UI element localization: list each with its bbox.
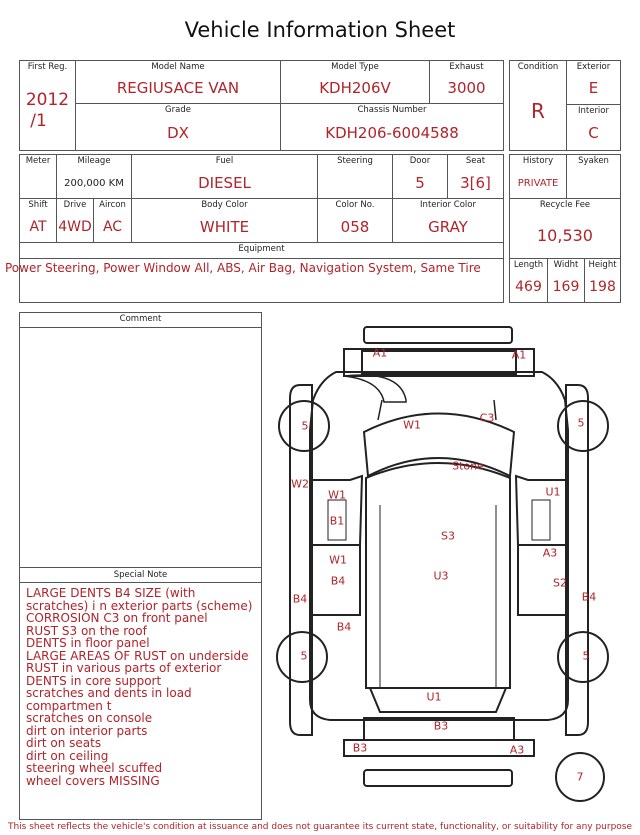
mileage-value: 200,000 KM — [64, 178, 124, 189]
first-reg-label: First Reg. — [27, 62, 68, 72]
special-note-item: LARGE DENTS B4 SIZE (with scratches) i n exterior parts (scheme) — [26, 586, 253, 613]
special-note-item: CORROSION C3 on front panel — [26, 611, 208, 625]
equipment-label: Equipment — [238, 244, 285, 254]
damage-label-b4-side-right: B4 — [581, 590, 597, 604]
grade-value: DX — [167, 124, 189, 142]
rear-bumper — [344, 740, 534, 756]
body-color-value: WHITE — [199, 218, 250, 236]
seat-label: Seat — [465, 156, 486, 166]
damage-label-u1-bottom: U1 — [426, 690, 442, 704]
damage-label-b4-lower: B4 — [336, 620, 352, 634]
aircon-label: Aircon — [99, 200, 126, 210]
comment-label: Comment — [119, 314, 162, 324]
color-no-label: Color No. — [335, 200, 375, 210]
special-note-label: Special Note — [113, 570, 168, 580]
model-name-value: REGIUSACE VAN — [116, 79, 240, 97]
fuel-label: Fuel — [215, 156, 234, 166]
exhaust-label: Exhaust — [449, 62, 484, 72]
steering-label: Steering — [337, 156, 373, 166]
length-label: Length — [513, 260, 544, 270]
door-label: Door — [409, 156, 431, 166]
chassis-label: Chassis Number — [357, 105, 427, 115]
exterior-value: E — [588, 79, 599, 97]
model-name-label: Model Name — [151, 62, 205, 72]
sheet-title: Vehicle Information Sheet — [184, 18, 456, 42]
model-type-value: KDH206V — [319, 79, 391, 97]
mileage-label: Mileage — [77, 156, 111, 166]
headlight-left — [344, 375, 406, 402]
special-note-item: DENTS in core support — [26, 673, 162, 688]
model-type-label: Model Type — [331, 62, 379, 72]
exterior-label: Exterior — [576, 62, 611, 72]
damage-label-a3-right: A3 — [542, 546, 558, 560]
damage-label-b4-side-left: B4 — [292, 592, 308, 606]
damage-label-b3-left: B3 — [352, 741, 368, 755]
damage-label-tire-rl: 5 — [300, 649, 308, 663]
equipment-value: Power Steering, Power Window All, ABS, Air Bag, Navigation System, Same Tire — [5, 261, 481, 275]
drive-label: Drive — [63, 200, 87, 210]
interior-value: C — [588, 124, 599, 142]
special-note-item: dirt on ceiling — [26, 748, 109, 763]
damage-label-b3-center: B3 — [433, 719, 449, 733]
damage-label-a1-right: A1 — [511, 348, 527, 362]
grade-label: Grade — [165, 105, 191, 115]
damage-label-a1-left: A1 — [372, 346, 388, 360]
special-note-item: dirt on seats — [26, 736, 102, 750]
damage-label-stone: Stone — [452, 459, 484, 473]
aircon-value: AC — [102, 219, 123, 235]
interior-label: Interior — [577, 106, 609, 116]
shift-label: Shift — [28, 200, 48, 210]
damage-label-tire-rr: 5 — [582, 649, 590, 663]
damage-label-w1-left: W1 — [328, 488, 346, 502]
condition-label: Condition — [517, 62, 559, 72]
disclaimer-footer: This sheet reflects the vehicle's condition at issuance and does not guarantee its current state, functionality, or suitability for any purpose — [7, 822, 633, 832]
interior-color-value: GRAY — [428, 218, 468, 236]
damage-label-w1-top: W1 — [403, 418, 421, 432]
length-value: 469 — [515, 279, 542, 295]
damage-label-u3: U3 — [433, 569, 449, 583]
door-value: 5 — [415, 174, 425, 192]
drive-value: 4WD — [58, 219, 92, 235]
height-label: Height — [588, 260, 617, 270]
fuel-value: DIESEL — [198, 174, 251, 192]
exhaust-value: 3000 — [447, 79, 486, 97]
damage-label-tire-fr: 5 — [577, 416, 585, 430]
chassis-value: KDH206-6004588 — [325, 124, 459, 142]
special-note-item: wheel covers MISSING — [26, 773, 160, 788]
special-note-item: scratches on console — [26, 711, 153, 725]
syaken-label: Syaken — [578, 156, 609, 166]
damage-label-s3: S3 — [441, 529, 455, 543]
special-note-item: scratches and dents in load compartmen t — [26, 686, 192, 713]
damage-label-b4-left: B4 — [330, 574, 346, 588]
history-value: PRIVATE — [517, 178, 559, 189]
roof-inner — [380, 505, 496, 688]
damage-label-c3: C3 — [479, 411, 495, 425]
left-front-door — [312, 476, 362, 545]
seat-value: 3[6] — [460, 174, 491, 192]
special-note-item: dirt on interior parts — [26, 723, 148, 738]
damage-label-u1-right: U1 — [545, 485, 561, 499]
special-note-item: LARGE AREAS OF RUST on underside — [26, 648, 249, 663]
damage-label-tire-fl: 5 — [301, 419, 309, 433]
history-label: History — [522, 156, 554, 166]
damage-label-w2: W2 — [291, 477, 309, 491]
width-label: Widht — [553, 260, 579, 270]
special-note-item: steering wheel scuffed — [26, 761, 163, 775]
special-note-item: RUST in various parts of exterior — [26, 661, 222, 675]
shift-value: AT — [29, 219, 47, 235]
first-reg-year: 2012 — [25, 90, 70, 110]
width-value: 169 — [552, 279, 580, 295]
rear-bumper-strip — [364, 770, 512, 786]
damage-label-a3-bottom: A3 — [509, 743, 525, 757]
recycle-fee-label: Recycle Fee — [539, 200, 591, 210]
color-no-value: 058 — [340, 218, 370, 236]
damage-label-s2: S2 — [553, 576, 567, 590]
wiper-area — [378, 400, 496, 420]
first-reg-month: /1 — [30, 111, 47, 131]
condition-value: R — [531, 99, 545, 123]
body-color-label: Body Color — [201, 200, 248, 210]
height-value: 198 — [589, 279, 616, 295]
special-note-item: RUST S3 on the roof — [26, 623, 147, 638]
recycle-fee-value: 10,530 — [537, 226, 593, 245]
front-bumper-strip — [364, 327, 512, 343]
special-note-item: DENTS in floor panel — [26, 636, 150, 650]
damage-label-b1: B1 — [329, 514, 345, 528]
damage-label-spare: 7 — [576, 770, 584, 784]
right-window-front — [532, 500, 550, 540]
meter-label: Meter — [25, 156, 51, 166]
interior-color-label: Interior Color — [420, 200, 476, 210]
damage-label-w1-left2: W1 — [329, 553, 347, 567]
